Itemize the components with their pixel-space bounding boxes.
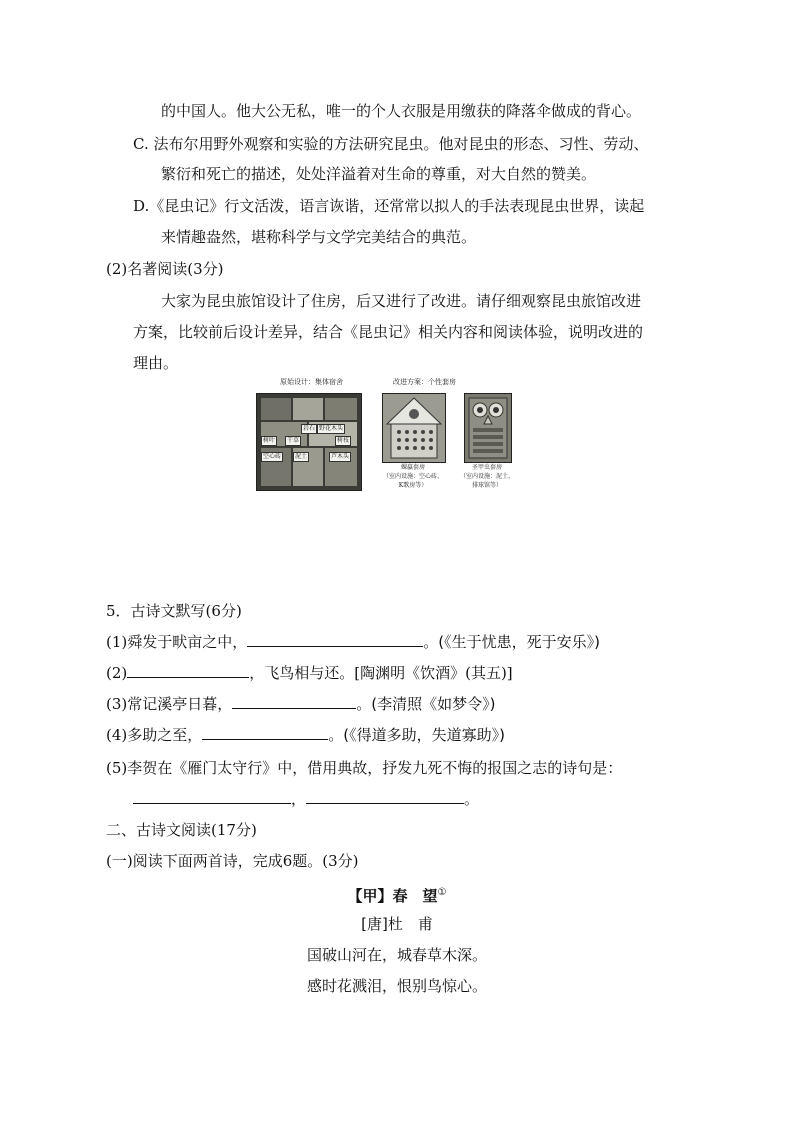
item-2-blank[interactable] xyxy=(127,663,249,678)
wasp-suite-caption-3: K歌房等） xyxy=(398,482,428,489)
option-d-line-1: D.《昆虫记》行文活泼，语言诙谐，还常常以拟人的手法表现昆虫世界，读起 xyxy=(133,197,645,215)
tag-twigs: 树枝 xyxy=(337,437,350,444)
item-5-blank-1[interactable] xyxy=(133,789,291,804)
item-2-suffix: ，飞鸟相与还。[陶渊明《饮酒》(其五)] xyxy=(249,664,513,682)
scarab-suite-photo xyxy=(464,393,512,463)
original-design-title: 原始设计：集体宿舍 xyxy=(280,378,343,386)
item-1-prefix: (1)舜发于畎亩之中， xyxy=(106,633,248,651)
option-d-line-2: 来情趣盎然，堪称科学与文学完美结合的典范。 xyxy=(161,228,477,246)
item-2-prefix: (2) xyxy=(106,664,128,682)
insect-hotel-figure xyxy=(255,378,515,500)
question-5-item-2 xyxy=(106,662,513,684)
item-3-blank[interactable] xyxy=(232,694,356,709)
question-5-item-5: (5)李贺在《雁门太守行》中，借用典故，抒发九死不悔的报国之志的诗句是： xyxy=(106,759,623,777)
item-4-prefix: (4)多助之至， xyxy=(106,726,203,744)
collective-dormitory-photo xyxy=(256,393,362,491)
question-2-text-3: 理由。 xyxy=(133,354,179,372)
scarab-suite-caption-1: 圣甲虫套房 xyxy=(471,464,502,471)
improved-design-title: 改进方案：个性套房 xyxy=(393,378,456,386)
question-2-text-1: 大家为昆虫旅馆设计了住房，后又进行了改进。请仔细观察昆虫旅馆改进 xyxy=(161,292,642,310)
poem-footnote-mark: ① xyxy=(437,887,447,898)
poem-line-1: 国破山河在，城春草木深。 xyxy=(306,946,487,964)
option-c-line-1: C. 法布尔用野外观察和实验的方法研究昆虫。他对昆虫的形态、习性、劳动、 xyxy=(133,135,649,153)
poem-author: [唐]杜 甫 xyxy=(361,915,433,933)
item-5-comma: ， xyxy=(291,790,307,808)
tag-wood: 野花木头 xyxy=(319,425,344,432)
wasp-suite-photo xyxy=(382,393,446,463)
item-3-prefix: (3)常记溪亭日暮， xyxy=(106,695,233,713)
option-c-line-2: 繁衍和死亡的描述，处处洋溢着对生命的尊重，对大自然的赞美。 xyxy=(161,165,597,183)
tag-leaves: 树叶 xyxy=(263,437,276,444)
poem-title xyxy=(0,882,794,907)
question-5-item-4 xyxy=(106,724,505,746)
question-2-text-2: 方案，比较前后设计差异，结合《昆虫记》相关内容和阅读体验，说明改进的 xyxy=(133,323,644,341)
tag-hollow-brick: 空心砖 xyxy=(263,453,282,460)
section-2-header: 二、古诗文阅读(17分) xyxy=(106,821,257,839)
item-4-suffix: 。(《得道多助，失道寡助》) xyxy=(328,726,505,744)
tag-soil: 泥土 xyxy=(295,453,308,460)
tag-hay: 干草 xyxy=(287,437,300,444)
option-b-continuation: 的中国人。他大公无私，唯一的个人衣服是用缴获的降落伞做成的背心。 xyxy=(161,102,642,120)
item-5-period: 。 xyxy=(464,790,480,808)
scarab-suite-caption-2: （室内设施：泥土、 xyxy=(459,473,514,480)
item-3-suffix: 。(李清照《如梦令》) xyxy=(356,695,496,713)
item-1-suffix: 。(《生于忧患，死于安乐》) xyxy=(423,633,600,651)
poem-title-text: 【甲】春 望 xyxy=(347,887,438,905)
question-5-item-1 xyxy=(106,631,600,653)
tag-reed-wood: 芦木头 xyxy=(331,453,350,460)
wasp-suite-caption-2: （室内设施：空心砖、 xyxy=(382,473,443,480)
poem-line-2: 感时花溅泪，恨别鸟惊心。 xyxy=(306,977,487,995)
tag-rock: 岩石 xyxy=(303,425,316,432)
question-2-header: (2)名著阅读(3分) xyxy=(106,260,224,278)
item-4-blank[interactable] xyxy=(202,725,328,740)
item-1-blank[interactable] xyxy=(247,632,423,647)
scarab-suite-owl-icon xyxy=(465,394,511,462)
question-5-item-5-blanks xyxy=(133,788,479,810)
question-5-item-3 xyxy=(106,693,495,715)
scarab-suite-caption-3: 排球馆等） xyxy=(471,482,502,489)
item-5-blank-2[interactable] xyxy=(306,789,464,804)
wasp-suite-house-icon xyxy=(383,394,445,462)
question-5-header: 5．古诗文默写(6分) xyxy=(106,602,242,620)
section-2-sub-header: (一)阅读下面两首诗，完成6题。(3分) xyxy=(106,852,359,870)
wasp-suite-caption-1: 蜾蠃套房 xyxy=(400,464,425,471)
